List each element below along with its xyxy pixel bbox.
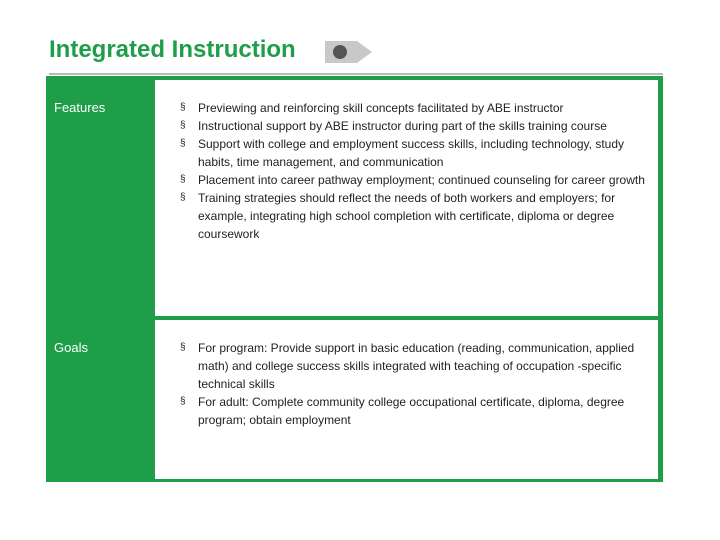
goals-cell xyxy=(155,320,658,479)
list-item-text: Training strategies should reflect the needs of both workers and employers; for example, integrating high school completion with certificate, diploma or degree coursework xyxy=(198,191,616,241)
list-item-text: Placement into career pathway employment; continued counseling for career growth xyxy=(198,173,645,187)
bullet-icon: § xyxy=(180,192,186,203)
bullet-icon: § xyxy=(180,342,186,353)
features-cell xyxy=(155,80,658,316)
list-item-text: For program: Provide support in basic education (reading, communication, applied math) and college success skills integrated with teaching of occupation -specific technical skills xyxy=(198,341,635,391)
list-item-text: Instructional support by ABE instructor during part of the skills training course xyxy=(198,119,607,133)
list-item xyxy=(155,171,658,189)
bullet-icon: § xyxy=(180,396,186,407)
list-item xyxy=(155,135,658,171)
bullet-icon: § xyxy=(180,174,186,185)
page-title: Integrated Instruction xyxy=(49,36,296,63)
list-item-text: Support with college and employment success skills, including technology, study habits, time management, and communication xyxy=(198,137,624,169)
list-item-text: Previewing and reinforcing skill concepts facilitated by ABE instructor xyxy=(198,101,564,115)
features-list xyxy=(155,99,658,243)
row-label-goals: Goals xyxy=(54,340,88,355)
bullet-icon: § xyxy=(180,102,186,113)
arrow-right-icon xyxy=(323,38,375,66)
bullet-icon: § xyxy=(180,138,186,149)
list-item-text: For adult: Complete community college occupational certificate, diploma, degree program; obtain employment xyxy=(198,395,625,427)
bullet-icon: § xyxy=(180,120,186,131)
list-item xyxy=(155,393,658,429)
title-divider xyxy=(49,73,663,75)
content-table xyxy=(46,76,663,482)
list-item xyxy=(155,339,658,393)
list-item xyxy=(155,99,658,117)
list-item xyxy=(155,189,658,243)
list-item xyxy=(155,117,658,135)
row-label-features: Features xyxy=(54,100,106,115)
goals-list xyxy=(155,339,658,429)
